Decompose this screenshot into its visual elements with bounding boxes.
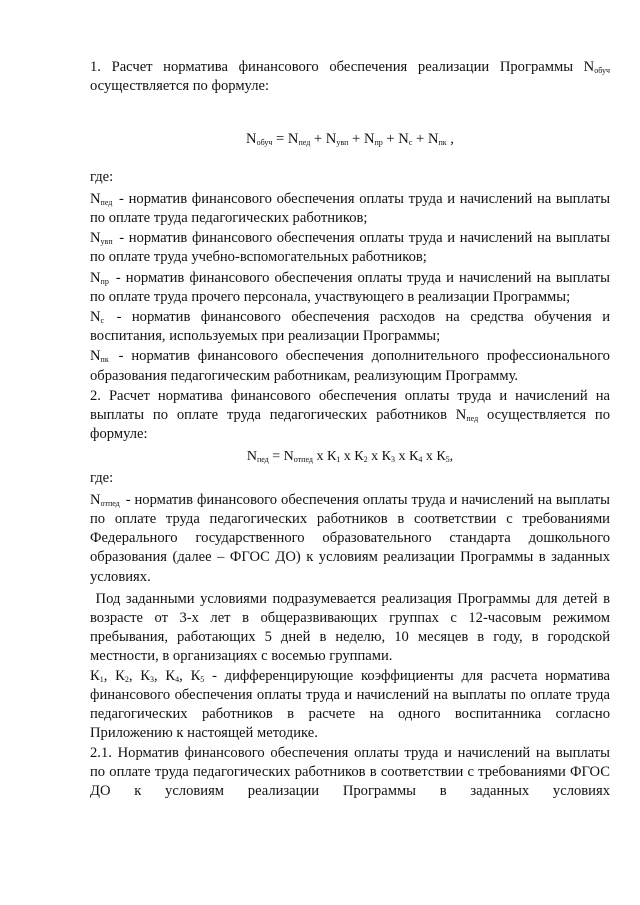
formula-1: $N_{обуч} = N_{пед} + N_{увп} + N_{пр} + N_с + N_{пк}$ , bbox=[246, 131, 454, 148]
definition-symbol: $N_{пед}$ bbox=[90, 190, 113, 207]
definition-item bbox=[90, 190, 610, 228]
symbol-n-ped: $N_{пед}$ bbox=[455, 407, 479, 424]
symbol-n-obuch: $N_{обуч}$ bbox=[583, 59, 610, 75]
definition-symbol: $N_с$ bbox=[90, 309, 105, 326]
symbol-n-otped: $N_{отпед}$ bbox=[90, 491, 120, 508]
definition-item bbox=[90, 229, 610, 267]
paragraph-4 bbox=[90, 667, 610, 744]
definition-symbol: $N_{пк}$ bbox=[90, 348, 109, 365]
formula-2: $N_{пед} = N_{отпед}$ х $К_1$ х $К_2$ х $К_3$ х $К_4$ х $К_5$, bbox=[246, 449, 454, 465]
paragraph-2-text-2: осуществляется по формуле: bbox=[90, 407, 610, 443]
paragraph-2 bbox=[90, 387, 610, 445]
formula-1-term: $N_{пр}$ bbox=[363, 131, 383, 148]
paragraph-3: Под заданными условиями подразумевается реализация Программы для детей в возрасте от 3-х лет в общеразвивающих группах с 12-часовым режимом пребывания, работающих 5 дней в неделю, 10 месяцев в году, в городской местности, в организациях с восемью группами. bbox=[90, 590, 610, 665]
definition-text: - норматив финансового обеспечения дополнительного профессионального образования педагогическим работникам, реализующим Программу. bbox=[90, 348, 610, 384]
definition-item bbox=[90, 269, 610, 307]
paragraph-5: 2.1. Норматив финансового обеспечения оплаты труда и начислений на выплаты по оплате труда педагогических работников в соответствии с требованиями ФГОС ДО к условиям реализации Программы в заданных условиях bbox=[90, 744, 610, 799]
coefficient-symbol: $К_4$ bbox=[165, 667, 180, 684]
formula-1-term: $N_{пк}$ bbox=[427, 131, 447, 148]
coefficient-symbol: $К_5$ bbox=[190, 667, 205, 684]
paragraph-1 bbox=[90, 58, 610, 96]
definition-symbol: $N_{пр}$ bbox=[90, 269, 109, 286]
formula-1-lhs: $N_{обуч}$ bbox=[246, 131, 273, 148]
paragraph-1-text: 1. Расчет норматива финансового обеспечения реализации Программы bbox=[90, 59, 574, 75]
document-page bbox=[90, 58, 610, 801]
definitions-list bbox=[90, 190, 610, 386]
coefficient-symbol: $К_3$ bbox=[140, 667, 155, 684]
formula-1-term: $N_с$ bbox=[398, 131, 413, 148]
coefficient-list: $К_1$, $К_2$, $К_3$, $К_4$, $К_5$ bbox=[90, 667, 205, 684]
definition-text: - норматив финансового обеспечения оплаты труда и начислений на выплаты по оплате труда педагогических работников; bbox=[90, 190, 610, 227]
paragraph-2-text: 2. Расчет норматива финансового обеспечения оплаты труда и начислений на выплаты по оплате труда педагогических работников bbox=[90, 387, 610, 424]
definition-n-otped-text: - норматив финансового обеспечения оплаты труда и начислений на выплаты по оплате труда педагогических работников в соответствии с требованиями Федерального государственного образовательного стандарта дошкольного образования (далее – ФГОС ДО) к условиям реализации Программы в заданных условиях. bbox=[90, 491, 610, 585]
definition-symbol: $N_{увп}$ bbox=[90, 230, 113, 247]
formula-1-term: $N_{увп}$ bbox=[325, 131, 349, 148]
paragraph-1-text-2: осуществляется по формуле: bbox=[90, 78, 270, 95]
definition-item bbox=[90, 308, 610, 346]
paragraph-4-text: - дифференцирующие коэффициенты для расчета норматива финансового обеспечения оплаты труда и начислений на выплаты по оплате труда педагогических работников в расчете на одного воспитанника согласно Приложению к настоящей методике. bbox=[90, 667, 611, 742]
definition-text: - норматив финансового обеспечения оплаты труда и начислений на выплаты по оплате труда учебно-вспомогательных работников; bbox=[90, 230, 610, 266]
coefficient-symbol: $К_1$ bbox=[90, 667, 104, 684]
where-label-2: где: bbox=[90, 469, 114, 486]
formula-1-term: $N_{пед}$ bbox=[287, 131, 311, 148]
coefficient-symbol: $К_2$ bbox=[115, 667, 129, 684]
definition-n-otped bbox=[90, 491, 610, 587]
definition-text: - норматив финансового обеспечения расходов на средства обучения и воспитания, используемых при реализации Программы; bbox=[90, 309, 611, 345]
definition-item bbox=[90, 347, 610, 385]
where-label-1: где: bbox=[90, 168, 114, 185]
definition-text: - норматив финансового обеспечения оплаты труда и начислений на выплаты по оплате труда прочего персонала, участвующего в реализации Программы; bbox=[90, 269, 610, 305]
